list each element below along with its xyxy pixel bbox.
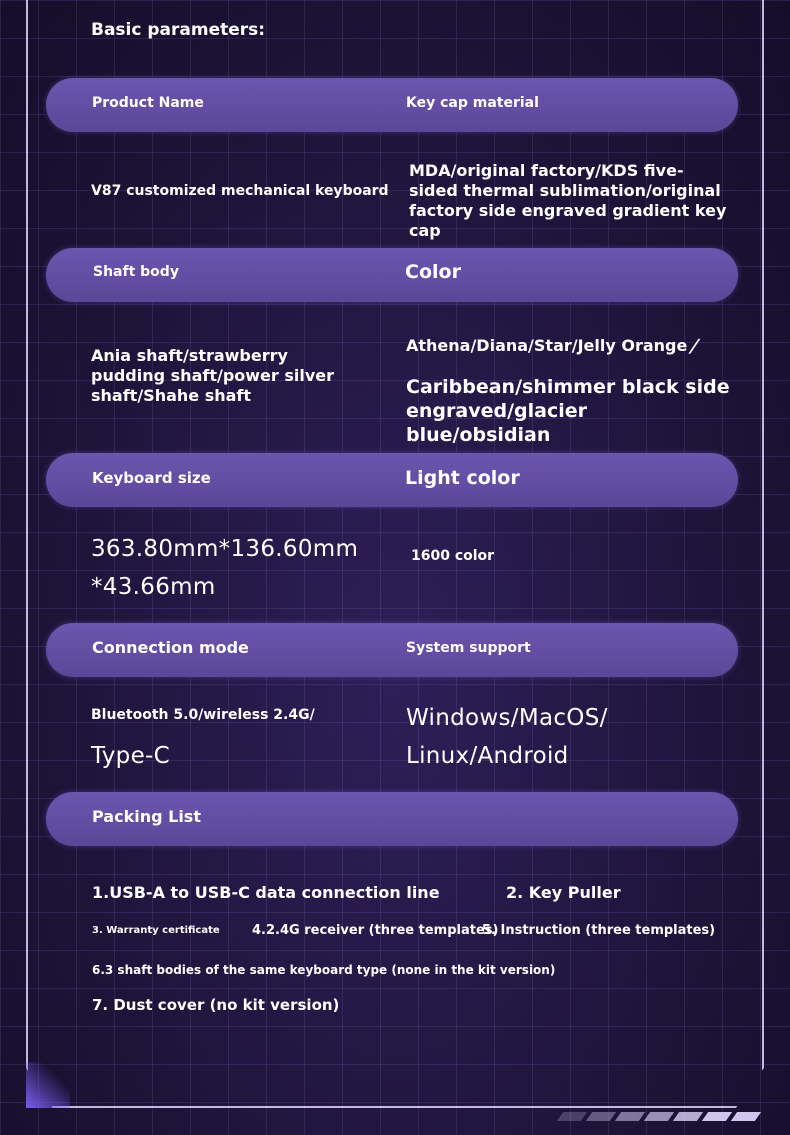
packing-item-4: 4.2.4G receiver (three templates) (252, 923, 499, 938)
label-color: Color (405, 261, 461, 283)
packing-item-1: 1.USB-A to USB-C data connection line (92, 883, 440, 902)
value-keyboard-size-line1: 363.80mm*136.60mm (91, 536, 359, 562)
value-shaft-body: Ania shaft/strawberry pudding shaft/power silver shaft/Shahe shaft (91, 346, 335, 405)
value-system-support-line1: Windows/MacOS/ (406, 705, 608, 731)
slash-glyph: / (687, 336, 702, 357)
label-connection-mode: Connection mode (92, 638, 249, 657)
value-keyboard-size-line2: *43.66mm (91, 574, 216, 600)
value-color-line2: Caribbean/shimmer black side engraved/glacier blue/obsidian (406, 376, 730, 446)
label-keyboard-size: Keyboard size (92, 469, 211, 487)
label-system-support: System support (406, 640, 531, 656)
value-light-color: 1600 color (411, 548, 495, 564)
corner-glow-decoration (26, 1062, 70, 1108)
packing-item-3: 3. Warranty certificate (92, 925, 220, 936)
packing-item-7: 7. Dust cover (no kit version) (92, 996, 340, 1014)
value-key-cap-material: MDA/original factory/KDS five-sided thermal sublimation/original factory side engraved gradient key cap (409, 161, 727, 240)
packing-item-5: 5. Instruction (three templates) (482, 923, 716, 938)
packing-item-2: 2. Key Puller (506, 883, 621, 902)
label-shaft-body: Shaft body (93, 264, 179, 280)
value-connection-mode-line2: Type-C (91, 743, 170, 769)
value-product-name: V87 customized mechanical keyboard (91, 183, 389, 199)
page-title: Basic parameters: (91, 20, 266, 40)
label-key-cap-material: Key cap material (406, 95, 539, 111)
label-product-name: Product Name (92, 95, 204, 111)
label-packing-list: Packing List (92, 807, 201, 826)
value-connection-mode-line1: Bluetooth 5.0/wireless 2.4G/ (91, 707, 315, 723)
packing-item-6: 6.3 shaft bodies of the same keyboard type (none in the kit version) (92, 963, 556, 977)
value-system-support-line2: Linux/Android (406, 743, 569, 769)
label-light-color: Light color (405, 467, 520, 489)
value-color-line1: Athena/Diana/Star/Jelly Orange (406, 336, 688, 355)
stripe-decoration (560, 1112, 758, 1121)
